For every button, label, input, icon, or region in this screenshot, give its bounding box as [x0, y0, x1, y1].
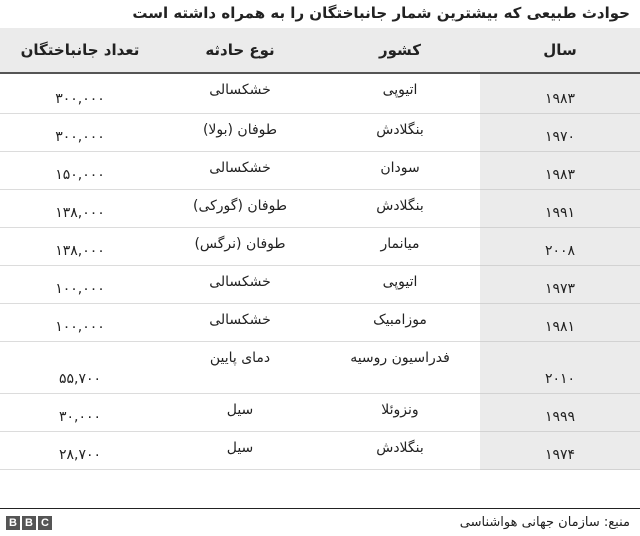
table-row: [0, 265, 640, 303]
table-row: [0, 431, 640, 469]
cell-country: بنگلادش: [320, 189, 480, 227]
cell-year: ۱۹۹۹: [480, 393, 640, 431]
cell-event: سیل: [160, 393, 320, 431]
cell-country: فدراسیون روسیه: [320, 341, 480, 393]
table-title: حوادث طبیعی که بیشترین شمار جانباختگان را به همراه داشته است: [132, 4, 630, 22]
cell-country: سودان: [320, 151, 480, 189]
cell-event: دمای پایین: [160, 341, 320, 393]
logo-letter: B: [6, 516, 20, 530]
cell-year: ۱۹۸۳: [480, 73, 640, 113]
cell-deaths: ۱۳۸,۰۰۰: [0, 227, 160, 265]
header-country: کشور: [320, 28, 480, 73]
data-table: [0, 28, 640, 470]
header-row: [0, 28, 640, 73]
cell-year: ۱۹۷۴: [480, 431, 640, 469]
table-row: [0, 151, 640, 189]
cell-country: ونزوئلا: [320, 393, 480, 431]
cell-event: خشکسالی: [160, 265, 320, 303]
table-body: [0, 73, 640, 469]
cell-event: طوفان (نرگس): [160, 227, 320, 265]
cell-deaths: ۱۳۸,۰۰۰: [0, 189, 160, 227]
table-row: [0, 73, 640, 113]
header-deaths: تعداد جانباختگان: [0, 28, 160, 73]
footer-divider: [0, 508, 640, 509]
cell-event: طوفان (بولا): [160, 113, 320, 151]
cell-country: اتیوپی: [320, 265, 480, 303]
cell-event: خشکسالی: [160, 303, 320, 341]
cell-year: ۱۹۷۳: [480, 265, 640, 303]
table-row: [0, 393, 640, 431]
cell-deaths: ۱۰۰,۰۰۰: [0, 303, 160, 341]
cell-year: ۲۰۱۰: [480, 341, 640, 393]
cell-deaths: ۳۰,۰۰۰: [0, 393, 160, 431]
cell-year: ۲۰۰۸: [480, 227, 640, 265]
cell-deaths: ۵۵,۷۰۰: [0, 341, 160, 393]
cell-deaths: ۱۰۰,۰۰۰: [0, 265, 160, 303]
cell-country: میانمار: [320, 227, 480, 265]
cell-country: اتیوپی: [320, 73, 480, 113]
cell-deaths: ۳۰۰,۰۰۰: [0, 73, 160, 113]
source-note: منبع: سازمان جهانی هواشناسی: [459, 515, 630, 530]
cell-event: خشکسالی: [160, 73, 320, 113]
logo-letter: B: [22, 516, 36, 530]
bbc-logo: [6, 516, 52, 530]
cell-deaths: ۳۰۰,۰۰۰: [0, 113, 160, 151]
cell-year: ۱۹۹۱: [480, 189, 640, 227]
table-row: [0, 303, 640, 341]
cell-year: ۱۹۷۰: [480, 113, 640, 151]
cell-deaths: ۱۵۰,۰۰۰: [0, 151, 160, 189]
cell-year: ۱۹۸۱: [480, 303, 640, 341]
table-row: [0, 189, 640, 227]
logo-letter: C: [38, 516, 52, 530]
header-event: نوع حادثه: [160, 28, 320, 73]
cell-event: سیل: [160, 431, 320, 469]
table-row: [0, 227, 640, 265]
cell-year: ۱۹۸۳: [480, 151, 640, 189]
cell-country: بنگلادش: [320, 113, 480, 151]
cell-country: موزامبیک: [320, 303, 480, 341]
cell-event: طوفان (گورکی): [160, 189, 320, 227]
header-year: سال: [480, 28, 640, 73]
cell-country: بنگلادش: [320, 431, 480, 469]
table-row: [0, 341, 640, 393]
cell-event: خشکسالی: [160, 151, 320, 189]
cell-deaths: ۲۸,۷۰۰: [0, 431, 160, 469]
table-row: [0, 113, 640, 151]
